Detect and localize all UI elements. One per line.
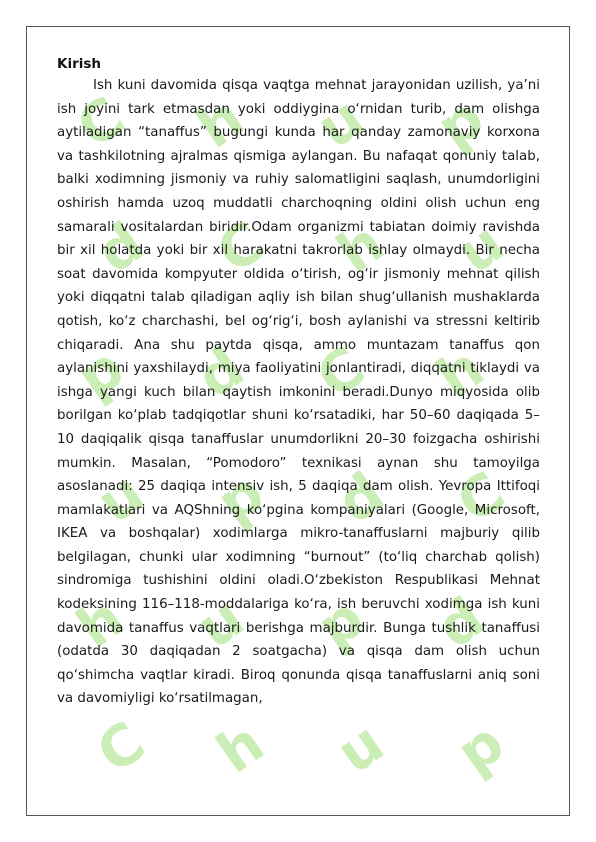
watermark-glyph: C [65, 84, 137, 162]
watermark-glyph: p [425, 85, 496, 162]
watermark-glyph: h [205, 710, 276, 787]
watermark-glyph: p [65, 335, 136, 412]
watermark-glyph: u [305, 85, 376, 162]
watermark-glyph: u [185, 585, 256, 662]
watermark-glyph: u [445, 210, 516, 287]
body-paragraph: Ish kuni davomida qisqa vaqtga mehnat jarayonidan uzilish, ya’ni ish joyini tark etmasdan yoki oddiygina o‘rnidan turib, dam olishga aytiladigan “tanaffus” bugungi kunda har qanday zamonaviy korxona va tashkilotning ajralmas qismiga aylangan. Bu nafaqat qonuniy talab, balki xodimning jismoniy va ruhiy salomatligini saqlash, unumdorligini oshirish hamda uzoq muddatli charchoqning oldini olish uchun eng samarali vositalardan biridir.Odam organizmi tabiatan doimiy ravishda bir xil holatda yoki bir xil harakatni takrorlab ishlay olmaydi. Bir necha soat davomida kompyuter oldida o‘tirish, og‘ir jismoniy mehnat qilish yoki diqqatni talab qiladigan aqliy ish bilan shug‘ullanish mushaklarda qotish, ko‘z charchashi, bel og‘rig‘i, bosh aylanishi va stressni keltirib chiqaradi. Ana shu paytda qisqa, ammo muntazam tanaffus qon aylanishini yaxshilaydi, miya faoliyatini jonlantiradi, diqqatni tiklaydi va ishga yangi kuch bilan qaytish imkonini beradi.Dunyo miqyosida olib borilgan ko‘plab tadqiqotlar shuni ko‘rsatadiki, har 50–60 daqiqada 5–10 daqiqalik qisqa tanaffuslar unumdorlikni 20–30 foizgacha oshirishi mumkin. Masalan, “Pomodoro” texnikasi aynan shu tamoyilga asoslanadi: 25 daqiqa intensiv ish, 5 daqiqa dam olish. Yevropa Ittifoqi mamlakatlari va AQShning ko‘pgina kompaniyalari (Google, Microsoft, IKEA va boshqalar) xodimlarga mikro-tanaffuslarni majburiy qilib belgilagan, chunki ular xodimning “burnout” (to‘liq charchab qolish) sindromiga tushishini oldini oladi.O‘zbekiston Respublikasi Mehnat kodeksining 116–118-moddalariga ko‘ra, ish beruvchi xodimga ish kuni davomida tanaffus vaqtlari berishga majburdir. Bunga tushlik tanaffusi (odatda 30 daqiqadan 2 soatgacha) va qisqa dam olish uchun qo‘shimcha vaqtlar kiradi. Biroq qonunda qisqa tanaffuslarni aniq soni va davomiyligi ko‘rsatilmagan, [57, 78, 540, 707]
section-heading: Kirish [57, 56, 102, 72]
watermark-glyph: u [85, 460, 156, 537]
watermark-glyph: h [325, 210, 396, 287]
watermark-glyph: d [325, 460, 396, 537]
watermark-glyph: h [185, 85, 256, 162]
watermark-glyph: d [85, 210, 156, 287]
watermark-glyph: h [425, 335, 496, 412]
watermark-glyph: h [65, 585, 136, 662]
document-body [57, 54, 540, 711]
watermark-glyph: d [185, 335, 256, 412]
watermark-glyph: p [445, 710, 516, 787]
watermark-glyph: d [425, 585, 496, 662]
watermark-glyph: p [205, 460, 276, 537]
watermark-glyph: u [325, 710, 396, 787]
watermark-glyph: C [445, 459, 517, 537]
watermark-glyph: p [305, 585, 376, 662]
watermark-glyph: C [205, 209, 277, 287]
watermark-glyph: C [85, 709, 157, 787]
watermark-glyph: C [305, 334, 377, 412]
